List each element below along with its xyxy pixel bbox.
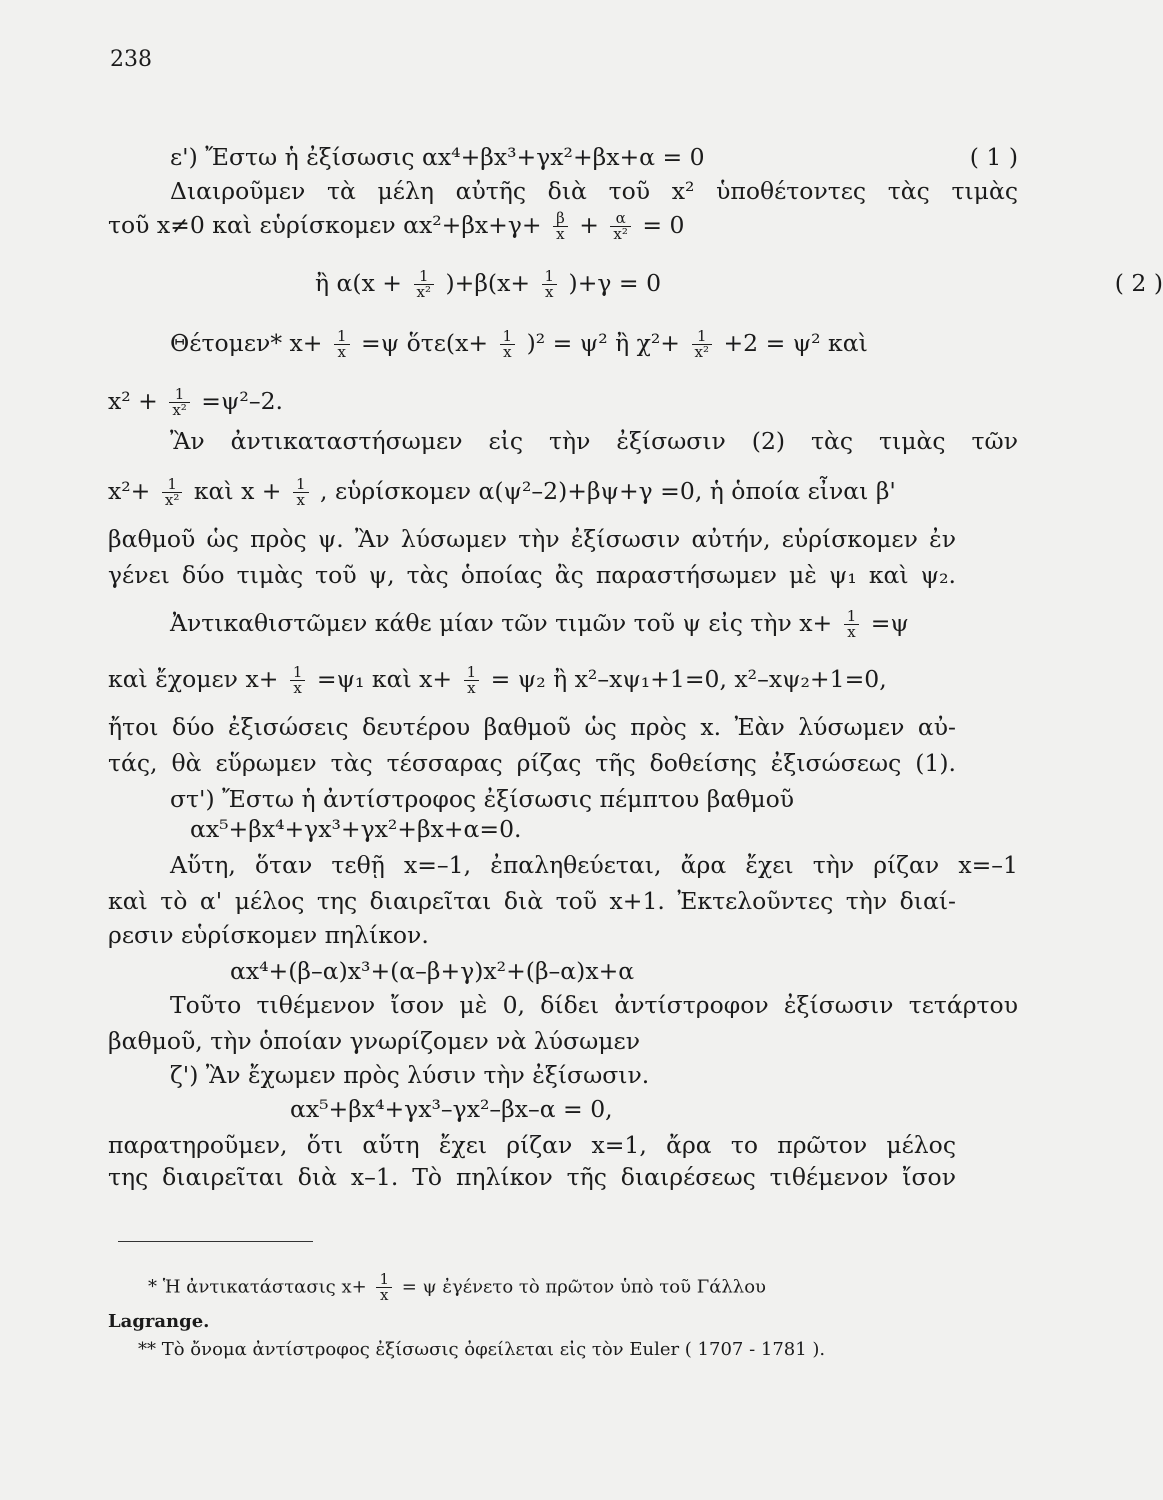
text-line: γένει δύο τιμὰς τοῦ ψ, τὰς ὁποίας ἂς παραστήσωμεν μὲ ψ₁ καὶ ψ₂.: [108, 561, 956, 589]
text-line: Διαιροῦμεν τὰ μέλη αὐτῆς διὰ τοῦ x² ὑποθέτοντες τὰς τιμὰς: [170, 177, 1018, 205]
text-line: παρατηροῦμεν, ὅτι αὕτη ἔχει ρίζαν x=1, ἄρα το πρῶτον μέλος: [108, 1131, 956, 1159]
fraction: [293, 477, 309, 508]
fraction: [500, 329, 516, 360]
text-span: =ψ₁ καὶ x+: [316, 665, 453, 693]
text-span: )+γ = 0: [568, 269, 662, 297]
text-span: τοῦ x≠0 καὶ εὑρίσκομεν αx²+βx+γ+: [108, 211, 542, 239]
equation-text: ε') Ἔστω ἡ ἐξίσωσις αx⁴+βx³+γx²+βx+α = 0: [170, 143, 705, 171]
text-line: Τοῦτο τιθέμενον ἴσον μὲ 0, δίδει ἀντίστροφον ἐξίσωσιν τετάρτου: [170, 991, 1018, 1019]
footnote-divider: [118, 1241, 313, 1242]
equation-number: ( 1 ): [969, 143, 1018, 171]
fraction-numerator: 1: [334, 329, 350, 345]
fraction-denominator: x: [467, 679, 476, 697]
fraction-numerator: 1: [542, 269, 558, 285]
fraction-numerator: 1: [290, 665, 306, 681]
fraction-denominator: x: [293, 679, 302, 697]
text-line: Ἂν ἀντικαταστήσωμεν εἰς τὴν ἐξίσωσιν (2) τὰς τιμὰς τῶν: [170, 427, 1018, 455]
text-line: βαθμοῦ, τὴν ὁποίαν γνωρίζομεν νὰ λύσωμεν: [108, 1027, 641, 1055]
text-line: ζ') Ἂν ἔχωμεν πρὸς λύσιν τὴν ἐξίσωσιν.: [170, 1061, 650, 1089]
text-span: ἢ α(x +: [315, 269, 403, 297]
fraction-numerator: 1: [414, 269, 434, 285]
equation-number: ( 2 ): [1114, 269, 1163, 297]
text-span: )² = ψ² ἢ χ²+: [526, 329, 681, 357]
fraction: [610, 211, 630, 242]
text-span: x²+: [108, 477, 151, 505]
text-line: τάς, θὰ εὕρωμεν τὰς τέσσαρας ρίζας τῆς δοθείσης ἐξισώσεως (1).: [108, 749, 956, 777]
text-span: x² +: [108, 387, 158, 415]
equation-line: αx⁴+(β–α)x³+(α–β+γ)x²+(β–α)x+α: [230, 957, 635, 985]
text-span: =ψ ὅτε(x+: [361, 329, 489, 357]
text-line: καὶ τὸ α' μέλος της διαιρεῖται διὰ τοῦ x+1. Ἐκτελοῦντες τὴν διαί-: [108, 887, 956, 915]
fraction-numerator: 1: [376, 1272, 392, 1288]
fraction-numerator: 1: [464, 665, 480, 681]
text-span: +2 = ψ² καὶ: [723, 329, 868, 357]
fraction: [414, 269, 434, 300]
fraction-denominator: x: [556, 225, 565, 243]
fraction: [290, 665, 306, 696]
footnote: [108, 1272, 988, 1303]
equation-line: αx⁵+βx⁴+γx³+γx²+βx+α=0.: [190, 815, 522, 843]
fraction-denominator: x: [337, 343, 346, 361]
fraction-numerator: 1: [500, 329, 516, 345]
fraction-denominator: x²: [613, 225, 628, 243]
text-line: ἤτοι δύο ἐξισώσεις δευτέρου βαθμοῦ ὡς πρὸς x. Ἐὰν λύσωμεν αὐ-: [108, 713, 956, 741]
fraction-denominator: x²: [416, 283, 431, 301]
text-span: = ψ₂ ἢ x²–xψ₁+1=0, x²–xψ₂+1=0,: [490, 665, 887, 693]
text-line: [108, 328, 1018, 360]
fraction: [162, 477, 182, 508]
fraction: [542, 269, 558, 300]
text-span: = 0: [642, 211, 685, 239]
fraction-denominator: x: [296, 491, 305, 509]
text-line: [108, 142, 1018, 172]
fraction-denominator: x: [379, 1286, 389, 1304]
equation-line: αx⁵+βx⁴+γx³–γx²–βx–α = 0,: [290, 1095, 613, 1123]
text-line: [108, 476, 956, 508]
text-line: Αὕτη, ὅταν τεθῇ x=–1, ἐπαληθεύεται, ἄρα ἔχει τὴν ρίζαν x=–1: [170, 851, 1018, 879]
fraction: [334, 329, 350, 360]
fraction: [692, 329, 712, 360]
fraction: [464, 665, 480, 696]
fraction: [169, 387, 189, 418]
text-line: [108, 386, 956, 418]
fraction-numerator: 1: [162, 477, 182, 493]
text-line: της διαιρεῖται διὰ x–1. Τὸ πηλίκον τῆς διαιρέσεως τιθέμενον ἴσον: [108, 1163, 956, 1191]
fraction: [553, 211, 568, 242]
text-span: , εὑρίσκομεν α(ψ²–2)+βψ+γ =0, ἡ ὁποία εἶναι β': [320, 477, 896, 505]
text-span: Θέτομεν* x+: [170, 329, 323, 357]
text-line: στ') Ἔστω ἡ ἀντίστροφος ἐξίσωσις πέμπτου βαθμοῦ: [170, 785, 795, 813]
footnote: ** Τὸ ὄνομα ἀντίστροφος ἐξίσωσις ὀφείλεται εἰς τὸν Euler ( 1707 - 1781 ).: [138, 1339, 826, 1360]
fraction-denominator: x: [847, 623, 856, 641]
fraction-numerator: 1: [692, 329, 712, 345]
text-span: =ψ²–2.: [201, 387, 284, 415]
text-span: =ψ: [870, 609, 909, 637]
fraction: [844, 609, 860, 640]
text-span: καὶ x +: [193, 477, 282, 505]
fraction-denominator: x²: [694, 343, 709, 361]
fraction-denominator: x²: [164, 491, 180, 509]
text-line: [108, 210, 956, 242]
fraction: [376, 1272, 392, 1303]
text-span: = ψ ἐγένετο τὸ πρῶτον ὑπὸ τοῦ Γάλλου: [401, 1276, 766, 1298]
fraction-denominator: x: [545, 283, 554, 301]
fraction-denominator: x: [503, 343, 512, 361]
fraction-denominator: x²: [172, 401, 187, 419]
text-span: Ἀντικαθιστῶμεν κάθε μίαν τῶν τιμῶν τοῦ ψ εἰς τὴν x+: [170, 609, 833, 637]
text-line: [108, 664, 956, 696]
text-line: [108, 608, 1018, 640]
fraction-numerator: 1: [293, 477, 309, 493]
text-span: καὶ ἔχομεν x+: [108, 665, 279, 693]
fraction-numerator: β: [553, 211, 568, 227]
text-line: βαθμοῦ ὡς πρὸς ψ. Ἂν λύσωμεν τὴν ἐξίσωσιν αὐτήν, εὑρίσκομεν ἐν: [108, 525, 956, 553]
text-span: * Ἡ ἀντικατάστασις x+: [148, 1276, 367, 1298]
footnote-continuation: Lagrange.: [108, 1311, 210, 1332]
text-span: +: [579, 211, 599, 239]
text-span: )+β(x+: [445, 269, 531, 297]
page-number: 238: [110, 47, 152, 72]
text-line: ρεσιν εὑρίσκομεν πηλίκον.: [108, 921, 429, 949]
fraction-numerator: 1: [844, 609, 860, 625]
fraction-numerator: α: [610, 211, 630, 227]
text-line: [108, 268, 1163, 300]
fraction-numerator: 1: [169, 387, 189, 403]
